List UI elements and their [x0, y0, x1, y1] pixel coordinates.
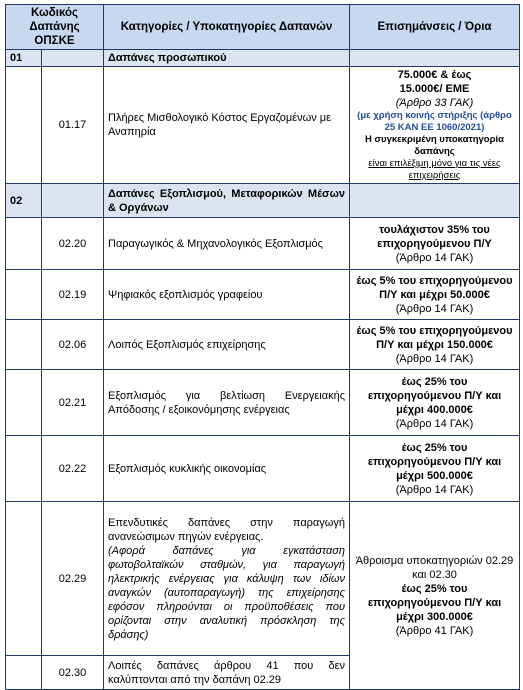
note-ref: (Άρθρο 14 ΓΑΚ) [395, 352, 474, 365]
row-notes [350, 270, 520, 320]
empty-cell [350, 50, 520, 67]
row-code: 02.29 [42, 502, 104, 656]
row-label: Λοιπές δαπάνες άρθρου 41 που δεν καλύπτονται από την δαπάνη 02.29 [104, 656, 350, 690]
table-row-02-29 [6, 502, 520, 656]
header-notes: Επισημάνσεις / Όρια [350, 5, 520, 50]
section-title: Δαπάνες προσωπικού [104, 50, 350, 67]
section-row-02 [6, 184, 520, 218]
row-code: 01.17 [42, 67, 104, 184]
note-main: έως 5% του επιχορηγούμενου Π/Υ και μέχρι 150.000€ [356, 324, 513, 351]
row-notes [350, 218, 520, 270]
row-code: 02.19 [42, 270, 104, 320]
empty-cell [6, 656, 42, 690]
note-main: έως 5% του επιχορηγούμενου Π/Υ και μέχρι 50.000€ [356, 274, 513, 301]
note-main: έως 25% του επιχορηγούμενου Π/Υ και μέχρι 300.000€ [367, 582, 502, 623]
header-row [6, 5, 520, 50]
table-row-01-17 [6, 67, 520, 184]
row-code: 02.30 [42, 656, 104, 690]
row-label-detail: (Αφορά δαπάνες για εγκατάσταση φωτοβολταϊκών σταθμών, για παραγωγή ηλεκτρικής ενέργειας για κάλυψη των ιδίων αναγκών (αυτοπαραγωγή) της επιχείρησης εφόσον πληρούνται οι προϋποθέσεις που ορίζονται στην αναλυτική πρόσκληση της δράσης) [108, 544, 345, 641]
row-code: 02.22 [42, 436, 104, 502]
empty-cell [42, 184, 104, 218]
row-label: Εξοπλισμός για βελτίωση Ενεργειακής Απόδοσης / εξοικονόμησης ενέργειας [104, 370, 350, 436]
row-label: Λοιπός Εξοπλισμός επιχείρησης [104, 320, 350, 370]
table-row-02-20 [6, 218, 520, 270]
row-code: 02.20 [42, 218, 104, 270]
note-plain: Άθροισμα υποκατηγοριών 02.29 και 02.30 [355, 554, 514, 581]
row-label: Παραγωγικός & Μηχανολογικός Εξοπλισμός [104, 218, 350, 270]
empty-cell [6, 218, 42, 270]
row-label: Εξοπλισμός κυκλικής οικονομίας [104, 436, 350, 502]
section-row-01 [6, 50, 520, 67]
expense-categories-table [5, 4, 520, 690]
empty-cell [350, 184, 520, 218]
header-category: Κατηγορίες / Υποκατηγορίες Δαπανών [104, 5, 350, 50]
row-notes [350, 502, 520, 690]
note-line-2: 15.000€/ ΕΜΕ [399, 83, 470, 95]
note-eligibility: Η συγκεκριμένη υποκατηγορία δαπάνης [365, 134, 504, 157]
empty-cell [6, 502, 42, 656]
note-main: έως 25% του επιχορηγούμενου Π/Υ και μέχρι 500.000€ [367, 441, 502, 482]
note-ref: (Άρθρο 33 ΓΑΚ) [395, 97, 474, 109]
row-label: Ψηφιακός εξοπλισμός γραφείου [104, 270, 350, 320]
row-code: 02.21 [42, 370, 104, 436]
row-notes [350, 370, 520, 436]
note-joint-support: (με χρήση κοινής στήριξης (άρθρο 25 ΚΑΝ ΕΕ 1060/2021) [357, 110, 512, 133]
table-row-02-06 [6, 320, 520, 370]
note-ref: (Άρθρο 14 ΓΑΚ) [395, 417, 474, 430]
empty-cell [42, 50, 104, 67]
row-notes [350, 436, 520, 502]
row-code: 02.06 [42, 320, 104, 370]
note-ref: (Άρθρο 41 ΓΑΚ) [395, 624, 474, 637]
empty-cell [6, 67, 42, 184]
note-main: έως 25% του επιχορηγούμενου Π/Υ και μέχρι 400.000€ [367, 375, 502, 416]
note-ref: (Άρθρο 14 ΓΑΚ) [395, 302, 474, 315]
note-line-1: 75.000€ & έως [397, 69, 472, 81]
note-ref: (Άρθρο 14 ΓΑΚ) [395, 483, 474, 496]
empty-cell [6, 370, 42, 436]
row-label-main: Επενδυτικές δαπάνες στην παραγωγή ανανεώσιμων πηγών ενέργειας. [108, 516, 345, 543]
note-ref: (Άρθρο 14 ΓΑΚ) [395, 251, 474, 264]
table-row-02-22 [6, 436, 520, 502]
section-code: 01 [6, 50, 42, 67]
table-row-02-21 [6, 370, 520, 436]
header-code: Κωδικός Δαπάνης ΟΠΣΚΕ [6, 5, 104, 50]
empty-cell [6, 436, 42, 502]
note-main: τουλάχιστον 35% του επιχορηγούμενου Π/Υ [377, 223, 492, 250]
row-notes [350, 67, 520, 184]
empty-cell [6, 320, 42, 370]
section-title: Δαπάνες Εξοπλισμού, Μεταφορικών Μέσων & Οργάνων [104, 184, 350, 218]
empty-cell [6, 270, 42, 320]
row-label: Πλήρες Μισθολογικό Κόστος Εργαζομένων με Αναπηρία [104, 67, 350, 184]
note-new-businesses: είναι επιλέξιμη μόνο για τις νέες επιχειρήσεις [368, 158, 501, 181]
row-label [104, 502, 350, 656]
table-row-02-19 [6, 270, 520, 320]
row-notes [350, 320, 520, 370]
section-code: 02 [6, 184, 42, 218]
